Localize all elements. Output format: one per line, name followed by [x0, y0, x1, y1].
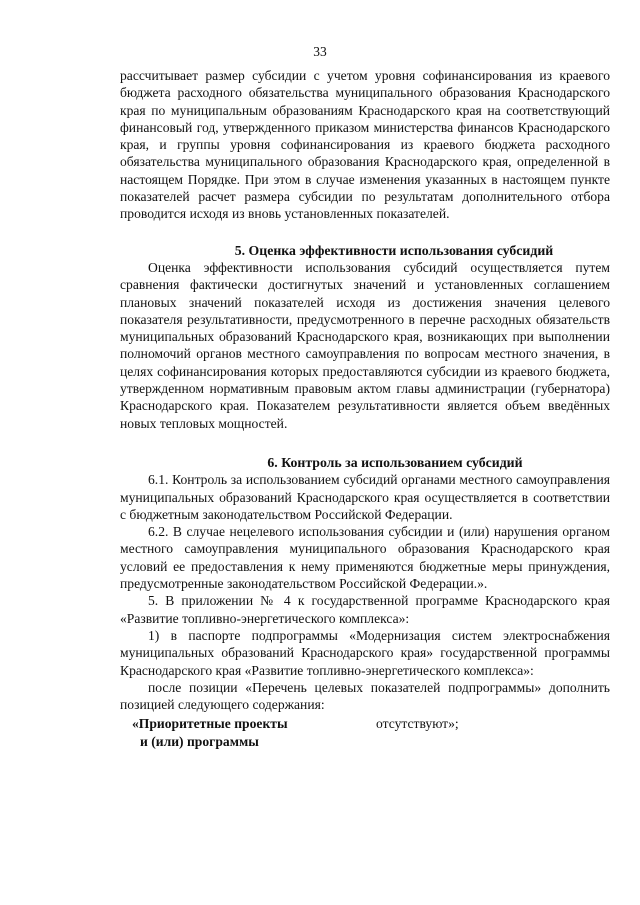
paragraph-intro: рассчитывает размер субсидии с учетом уровня софинансирования из краевого бюджета расходного обязательства муниципального образования Краснодарского края по муниципальным образованиям Краснодарского края на соответствующий финансовый год, утвержденного приказом министерства финансов Краснодарского края, и группы уровня софинансирования из краевого бюджета расходного обязательства муниципального образования Краснодарского края, определенной в настоящем Порядке. При этом в случае изменения указанных в настоящем пункте показателей расчет размера субсидии по результатам дополнительного отбора проводится исходя из вновь установленных показателей. — [120, 68, 610, 222]
paragraph-5-addition: после позиции «Перечень целевых показателей подпрограммы» дополнить позицией следующего содержания: — [120, 679, 610, 713]
page-number: 33 — [313, 44, 327, 59]
document-body — [120, 67, 610, 750]
paragraph-5-amendment: 5. В приложении № 4 к государственной программе Краснодарского края «Развитие топливно-энергетического комплекса»: — [120, 593, 610, 626]
priority-programs-label: и (или) программы — [140, 733, 259, 749]
paragraph-5-item-1: 1) в паспорте подпрограммы «Модернизация систем электроснабжения муниципальных образований Краснодарского края» государственной программы Краснодарского края «Развитие топливно-энергетического комплекса»: — [120, 627, 610, 678]
section-5-paragraph: Оценка эффективности использования субсидий осуществляется путем сравнения фактически достигнутых значений и установленных соглашением плановых значений показателей исходя из достижения значения целевого показателя результативности, предусмотренного в перечне расходных обязательств муниципальных образований Краснодарского края, возникающих при выполнении полномочий органов местного самоуправления по вопросам местного значения, в целях софинансирования которых предоставляются субсидии из краевого бюджета, утвержденном нормативным правовым актом главы администрации (губернатора) Краснодарского края. Показателем результативности является объем введённых новых тепловых мощностей. — [120, 259, 610, 431]
priority-projects-row — [120, 715, 610, 732]
priority-projects-label: «Приоритетные проекты — [132, 716, 288, 732]
priority-projects-value: отсутствуют»; — [376, 716, 459, 732]
paragraph-6-1: 6.1. Контроль за использованием субсидий органами местного самоуправления муниципальных образований Краснодарского края осуществляется в соответствии с бюджетным законодательством Российской Федерации. — [120, 472, 610, 522]
section-6-heading: 6. Контроль за использованием субсидий — [267, 454, 523, 470]
paragraph-6-2: 6.2. В случае нецелевого использования субсидии и (или) нарушения органом местного самоуправления муниципального образования Краснодарского края условий ее предоставления к нему применяются бюджетные меры принуждения, предусмотренные законодательством Российской Федерации.». — [120, 524, 610, 592]
section-5-heading: 5. Оценка эффективности использования субсидий — [234, 242, 554, 258]
